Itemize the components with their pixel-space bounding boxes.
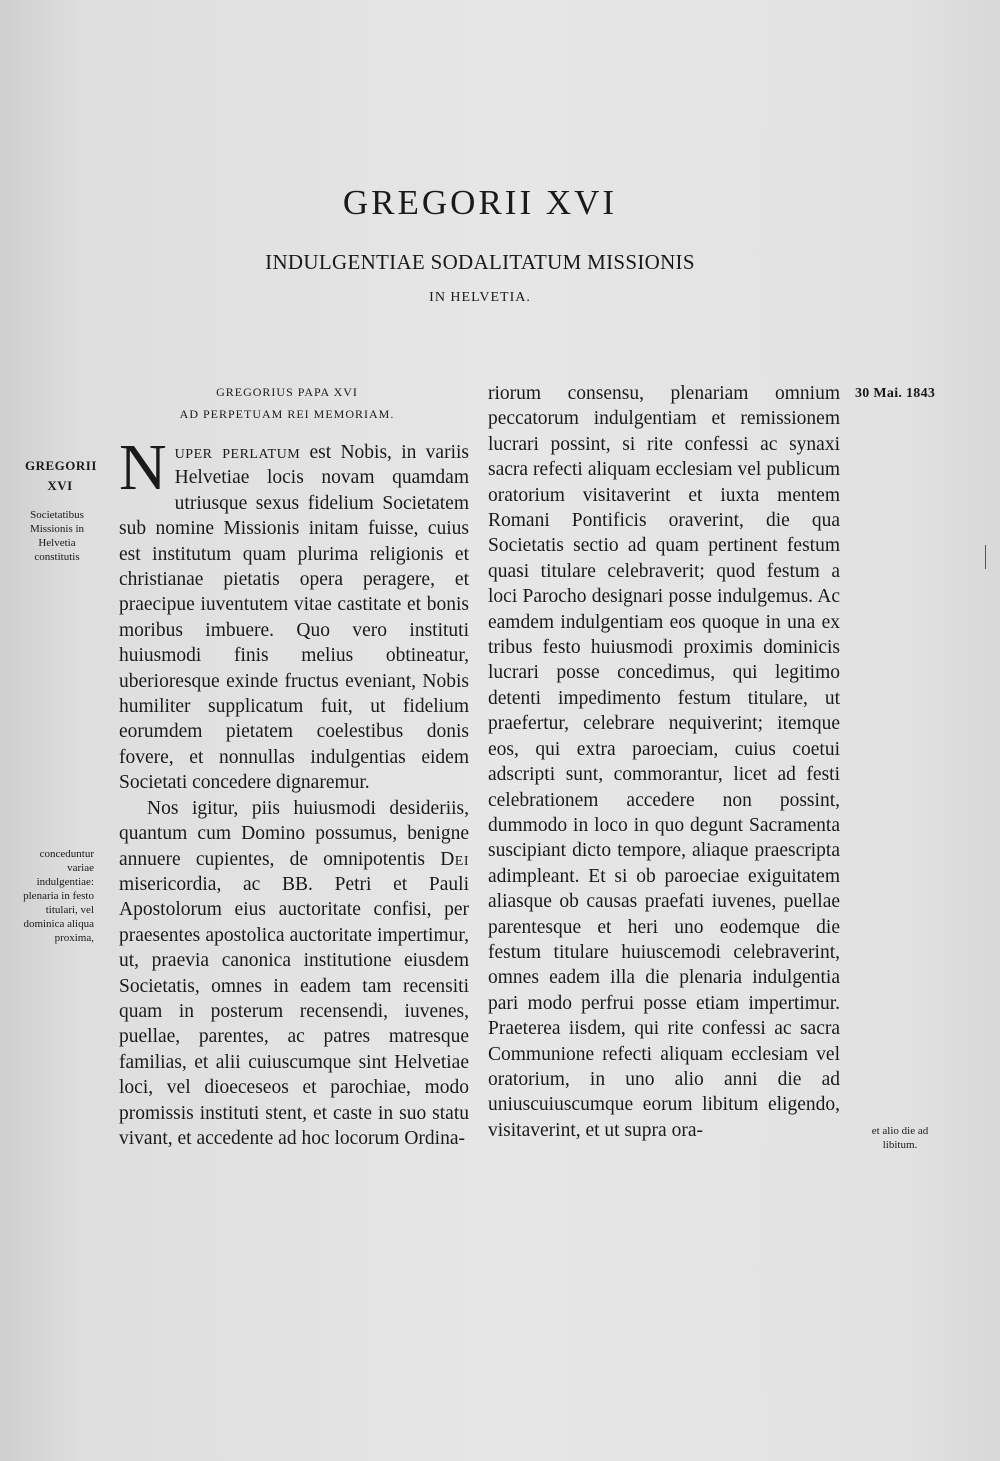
address-line-1: GREGORIUS PAPA XVI	[216, 385, 358, 399]
body-column-right	[488, 381, 840, 1143]
paragraph-2	[119, 796, 469, 1152]
paragraph-2-start: Nos igitur, piis huiusmodi desideriis, quantum cum Domino possumus, benigne annuere cupientes, de omnipotentis	[119, 797, 469, 870]
paragraph-2-text: misericordia, ac BB. Petri et Pauli Apostolorum eius auctoritate confisi, per praesentes apostolica auctoritate impertimur, ut, praevia canonica institutione eiusdem Societatis, omnes in eadem tam recensiti quam in posterum recensendi, iuvenes, puellae, parentes, ac patres matresque familias, et alii cuiuscumque sint Helvetiae loci, vel dioeceseos et parochiae, modo promissis instituti stent, et caste in suo statu vivant, et accedente ad hoc locorum Ordina-	[119, 873, 469, 1149]
margin-head-line-2: XVI	[47, 478, 73, 493]
margin-note-indulgences: conceduntur variae indulgentiae: plenaria in festo titulari, vel dominica aliqua proxima,	[23, 848, 94, 944]
margin-head-line-1: GREGORII	[25, 458, 97, 473]
paragraph-2-dei: Dei	[440, 848, 469, 870]
page-subtitle-location: IN HELVETIA.	[429, 290, 531, 305]
drop-cap: N	[119, 431, 167, 504]
paragraph-right: riorum consensu, plenariam omnium peccatorum indulgentiam et remissionem lucrari possint, si rite confessi ac synaxi sacra refecti aliquam ecclesiam vel publicum oratorium visitaverint et iuxta mentem Romani Pontificis oraverint, die qua Societatis sectio ad quam pertinent festum quasi titulare celebraverit; quod festum a loci Parocho designari posse indulgemus. Ac eamdem indulgentiam eos quoque in una ex tribus festo huiusmodi proximis dominicis lucrari posse concedimus, qui legitimo detenti impedimento festum titulare, ut praefertur, celebrare nequiverint; itemque eos, qui extra paroeciam, cuius coetui adscripti sunt, commorantur, licet ad festi celebrationem accedere non possint, dummodo in loco in quo degunt Sacramenta suscipiant dicto tempore, aliaque praescripta adimpleant. Et si ob paroeciae exiguitatem aliasque ob causas praefati iuvenes, puellae parentesque et heri uno eodemque die festum titulare huiuscemodi celebraverint, omnes eadem illa die plenaria indulgentia pari modo perfrui posse etiam impertimur. Praeterea iisdem, qui rite confessi ac sacra Communione refecti aliquam ecclesiam vel oratorium, in uno alio anni die ad uniuscuiuscumque eorum libitum eligendo, visitaverint, et ut supra ora-	[488, 383, 840, 1141]
paragraph-1-text: est Nobis, in variis Helvetiae locis novam quamdam utriusque sexus fidelium Societatem sub nomine Missionis initam fuisse, cuius est institutum quam plurima religionis et christianae pietatis opera peragere, et praecipue iuventutem vitae castitate et bonis moribus imbuere. Quo vero instituti huiusmodi finis melius obtineatur, uberioresque exinde fructus eveniant, Nobis humiliter supplicatum fuit, ut fidelium eorumdem pietatem coelestibus donis fovere, et nonnullas indulgentias eidem Societati concedere dignaremur.	[119, 442, 469, 794]
page-subtitle: INDULGENTIAE SODALITATUM MISSIONIS	[265, 250, 695, 274]
page-title: GREGORII XVI	[342, 183, 618, 222]
body-column-left	[119, 431, 469, 1151]
address-line-2: AD PERPETUAM REI MEMORIAM.	[179, 407, 395, 421]
edge-mark	[985, 545, 986, 569]
paragraph-1	[119, 431, 469, 796]
margin-note-societies: Societatibus Missionis in Helvetia constitutis	[29, 509, 85, 563]
margin-date: 30 Mai. 1843	[855, 386, 936, 401]
opening-smallcaps: uper perlatum	[174, 442, 301, 463]
margin-note-alio-die: et alio die ad libitum.	[871, 1125, 929, 1151]
